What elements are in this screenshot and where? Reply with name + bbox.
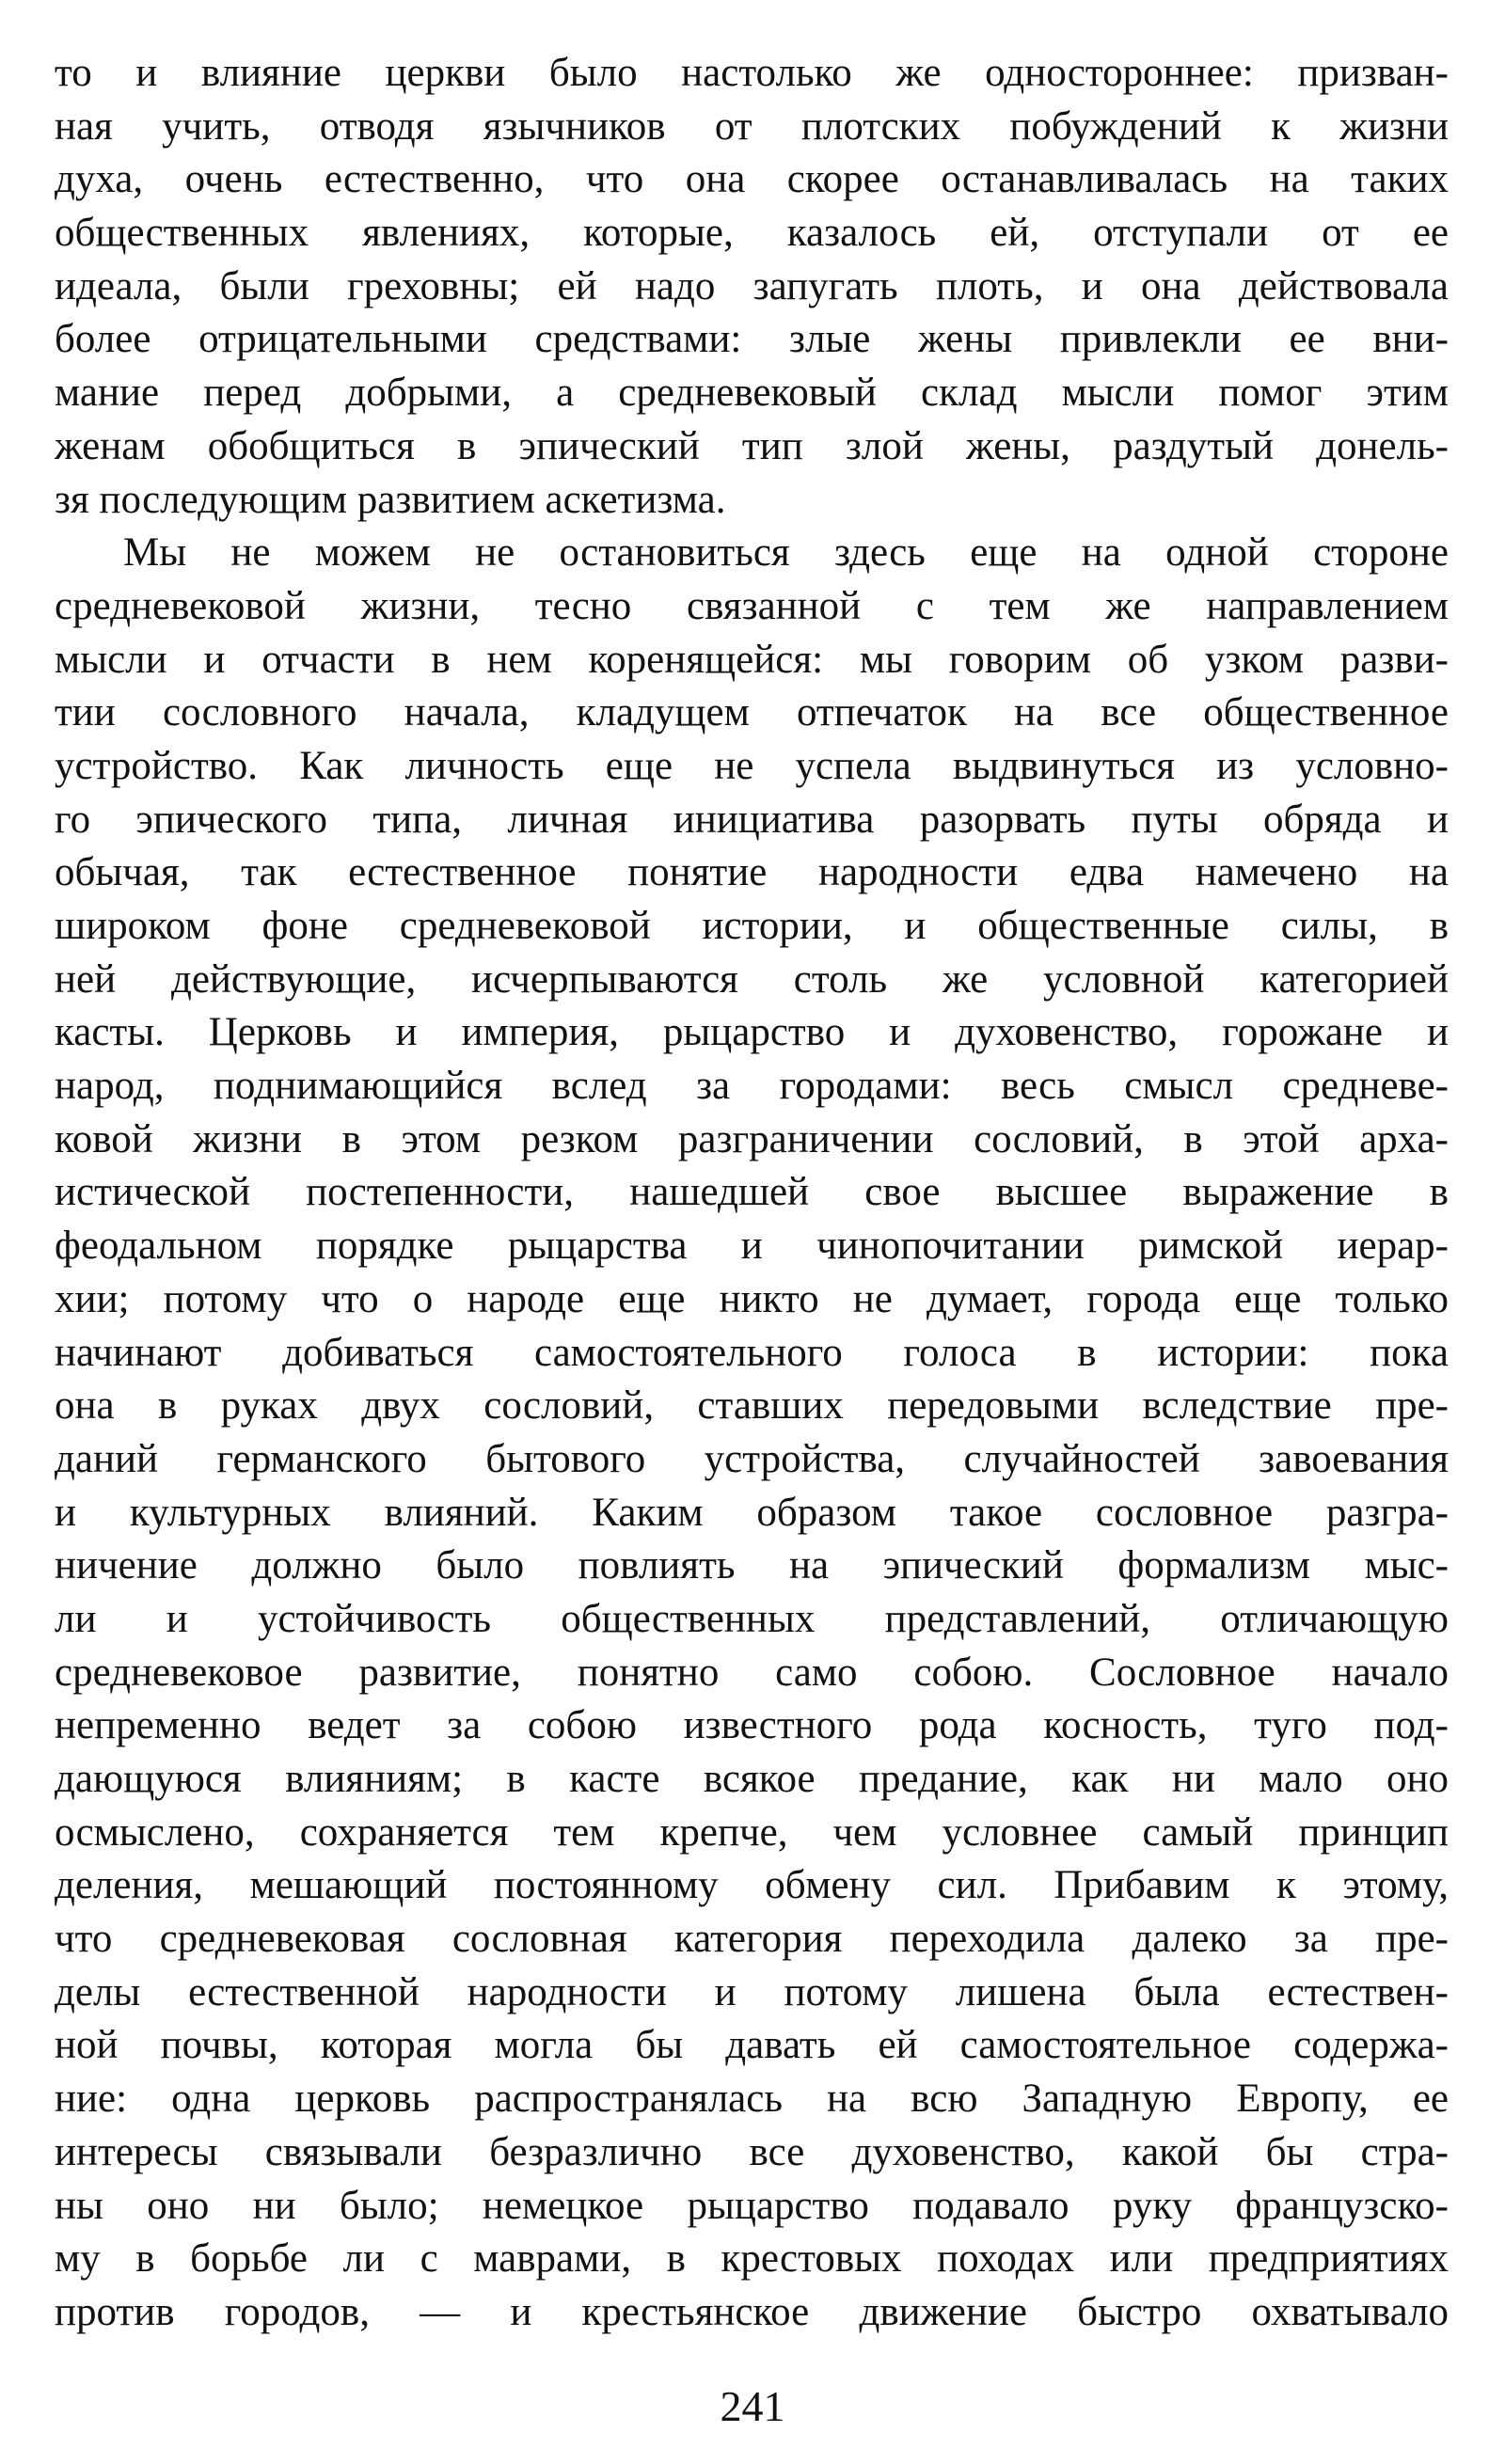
text-line: делы естественной народности и потому лишена была естествен- bbox=[55, 1969, 1449, 2014]
text-line: тии сословного начала, кладущем отпечаток на все общественное bbox=[55, 690, 1449, 735]
text-line: что средневековая сословная категория переходила далеко за пре- bbox=[55, 1917, 1449, 1962]
text-line: общественных явлениях, которые, казалось ей, отступали от ее bbox=[55, 211, 1449, 256]
text-line: устройство. Как личность еще не успела выдвинуться из условно- bbox=[55, 743, 1449, 788]
text-line: широком фоне средневековой истории, и общественные силы, в bbox=[55, 904, 1449, 948]
text-line: женам обобщиться в эпический тип злой жены, раздутый донель- bbox=[55, 423, 1449, 468]
text-line: идеала, были греховны; ей надо запугать плоть, и она действовала bbox=[55, 263, 1449, 308]
text-line: обычая, так естественное понятие народности едва намечено на bbox=[55, 850, 1449, 895]
text-line: истической постепенности, нашедшей свое высшее выражение в bbox=[55, 1170, 1449, 1215]
text-line: средневековое развитие, понятно само собою. Сословное начало bbox=[55, 1650, 1449, 1695]
text-line: ны оно ни было; немецкое рыцарство подавало руку французско- bbox=[55, 2183, 1449, 2228]
body-text bbox=[55, 47, 1449, 2340]
paragraph bbox=[55, 527, 1449, 2339]
text-line: то и влияние церкви было настолько же одностороннее: призван- bbox=[55, 51, 1449, 95]
text-line: ней действующие, исчерпываются столь же условной категорией bbox=[55, 956, 1449, 1002]
text-line: му в борьбе ли с маврами, в крестовых походах или предприятиях bbox=[55, 2236, 1449, 2282]
text-line: ние: одна церковь распространялась на всю Западную Европу, ее bbox=[55, 2077, 1449, 2122]
text-line: го эпического типа, личная инициатива разорвать путы обряда и bbox=[55, 797, 1449, 842]
text-line: более отрицательными средствами: злые жены привлекли ее вни- bbox=[55, 317, 1449, 362]
text-line: духа, очень естественно, что она скорее останавливалась на таких bbox=[55, 157, 1449, 202]
text-line: начинают добиваться самостоятельного голоса в истории: пока bbox=[55, 1330, 1449, 1375]
text-line: непременно ведет за собою известного рода косность, туго под- bbox=[55, 1703, 1449, 1748]
text-line: Мы не можем не остановиться здесь еще на одной стороне bbox=[123, 530, 1449, 576]
text-line: осмыслено, сохраняется тем крепче, чем условнее самый принцип bbox=[55, 1809, 1449, 1855]
text-line: дающуюся влияниям; в касте всякое предание, как ни мало оно bbox=[55, 1757, 1449, 1801]
text-line: она в руках двух сословий, ставших передовыми вследствие пре- bbox=[55, 1383, 1449, 1429]
text-line: хии; потому что о народе еще никто не думает, города еще только bbox=[55, 1276, 1449, 1321]
page-number: 241 bbox=[720, 2382, 785, 2430]
text-line: средневековой жизни, тесно связанной с тем же направлением bbox=[55, 583, 1449, 628]
text-line: интересы связывали безразлично все духовенство, какой бы стра- bbox=[55, 2129, 1449, 2174]
text-line: деления, мешающий постоянному обмену сил. Прибавим к этому, bbox=[55, 1863, 1449, 1908]
text-line: феодальном порядке рыцарства и чинопочитании римской иерар- bbox=[55, 1224, 1449, 1269]
text-line: ковой жизни в этом резком разграничении сословий, в этой арха- bbox=[55, 1116, 1449, 1161]
text-line: против городов, — и крестьянское движение быстро охватывало bbox=[55, 2289, 1449, 2334]
text-line: ничение должно было повлиять на эпический формализм мыс- bbox=[55, 1543, 1449, 1588]
text-line: ли и устойчивость общественных представлений, отличающую bbox=[55, 1596, 1449, 1641]
paragraph bbox=[55, 47, 1449, 527]
text-line: и культурных влияний. Каким образом такое сословное разгра- bbox=[55, 1490, 1449, 1535]
text-line: народ, поднимающийся вслед за городами: весь смысл средневе- bbox=[55, 1064, 1449, 1109]
text-line: ная учить, отводя язычников от плотских побуждений к жизни bbox=[55, 103, 1449, 149]
text-line: зя последующим развитием аскетизма. bbox=[55, 477, 726, 522]
text-line: мание перед добрыми, а средневековый склад мысли помог этим bbox=[55, 371, 1449, 416]
text-line: мысли и отчасти в нем коренящейся: мы говорим об узком разви- bbox=[55, 637, 1449, 682]
text-line: касты. Церковь и империя, рыцарство и духовенство, горожане и bbox=[55, 1010, 1449, 1055]
text-line: даний германского бытового устройства, случайностей завоевания bbox=[55, 1436, 1449, 1481]
text-line: ной почвы, которая могла бы давать ей самостоятельное содержа- bbox=[55, 2023, 1449, 2068]
